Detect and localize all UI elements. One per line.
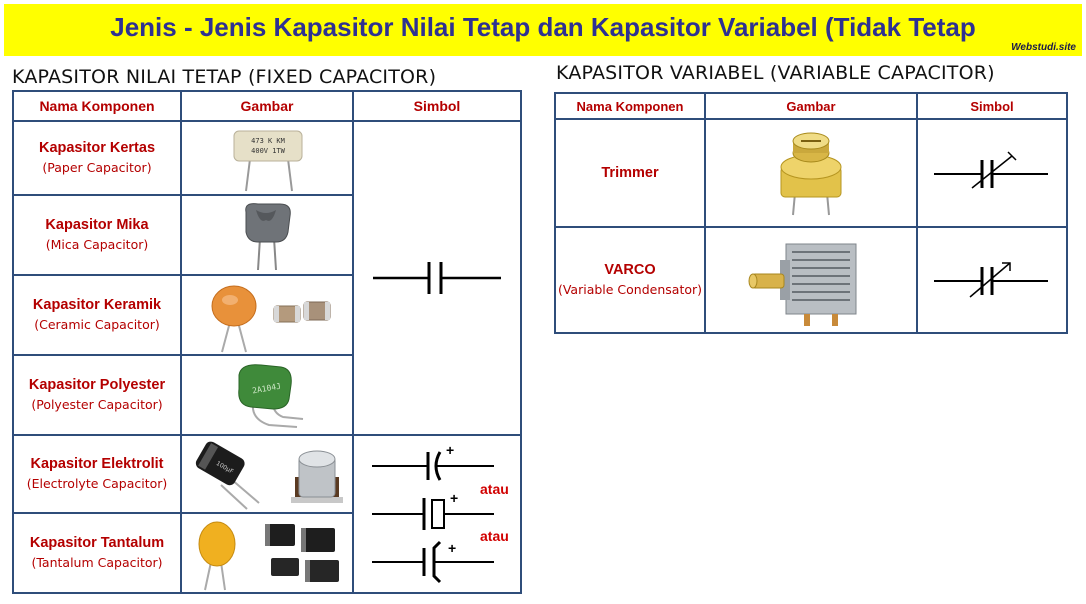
plus-sign-2: +: [450, 490, 459, 506]
variable-header-picture: Gambar: [704, 92, 918, 120]
row-subtitle: (Variable Condensator): [557, 282, 703, 297]
varco-capacitor-photo: [704, 226, 918, 334]
plus-sign-3: +: [448, 540, 457, 556]
row-name: Kapasitor Kertas: [38, 140, 156, 156]
electrolytic-capacitor-icon: [187, 437, 347, 511]
varco-symbol-icon: [930, 255, 1054, 305]
row-name: Kapasitor Polyester: [28, 377, 166, 393]
table-row-name-keramik: [12, 274, 182, 356]
polarized-capacitor-symbol-icon: [354, 436, 520, 592]
mica-capacitor-photo: [180, 194, 354, 276]
row-name: Kapasitor Elektrolit: [30, 456, 164, 472]
row-subtitle: (Tantalum Capacitor): [31, 555, 163, 570]
variable-capacitor-heading: KAPASITOR VARIABEL (VARIABLE CAPACITOR): [556, 62, 995, 84]
plus-sign-1: +: [446, 442, 455, 458]
fixed-header-symbol: Simbol: [352, 90, 522, 122]
title-banner: [4, 4, 1082, 56]
row-name: Kapasitor Tantalum: [29, 535, 165, 551]
row-subtitle: (Mica Capacitor): [45, 237, 149, 252]
row-name: Kapasitor Keramik: [32, 297, 162, 313]
trimmer-symbol: [916, 118, 1068, 228]
fixed-capacitor-symbol: [352, 120, 522, 436]
polarized-capacitor-symbols: [352, 434, 522, 594]
row-subtitle: (Electrolyte Capacitor): [26, 476, 168, 491]
tantalum-capacitor-photo: [180, 512, 354, 594]
table-row-name-trimmer: [554, 118, 706, 228]
table-row-name-polyester: [12, 354, 182, 436]
ceramic-capacitor-photo: [180, 274, 354, 356]
table-row-name-tantalum: [12, 512, 182, 594]
fixed-capacitor-heading: KAPASITOR NILAI TETAP (FIXED CAPACITOR): [12, 66, 437, 88]
svg-text:473 K KM: 473 K KM: [251, 137, 285, 145]
page-title: Jenis - Jenis Kapasitor Nilai Tetap dan Kapasitor Variabel (Tidak Tetap: [110, 12, 976, 42]
electrolytic-capacitor-photo: [180, 434, 354, 514]
row-subtitle: (Polyester Capacitor): [31, 397, 163, 412]
trimmer-symbol-icon: [930, 148, 1054, 198]
ceramic-capacitor-icon: [192, 276, 342, 354]
row-subtitle: (Ceramic Capacitor): [34, 317, 160, 332]
mica-capacitor-icon: [232, 198, 302, 272]
trimmer-capacitor-photo: [704, 118, 918, 228]
paper-capacitor-photo: [180, 120, 354, 196]
table-row-name-varco: [554, 226, 706, 334]
table-row-name-kertas: [12, 120, 182, 196]
varco-symbol: [916, 226, 1068, 334]
polyester-capacitor-icon: [217, 359, 317, 431]
trimmer-capacitor-icon: [751, 123, 871, 223]
table-row-name-mika: [12, 194, 182, 276]
polyester-capacitor-photo: [180, 354, 354, 436]
atau-label-1: atau: [480, 481, 509, 497]
atau-label-2: atau: [480, 528, 509, 544]
non-polar-capacitor-symbol-icon: [367, 258, 507, 298]
svg-text:100µF: 100µF: [214, 459, 235, 476]
variable-header-name: Nama Komponen: [554, 92, 706, 120]
table-row-name-elektrolit: [12, 434, 182, 514]
row-name: Trimmer: [601, 164, 659, 181]
site-watermark: Webstudi.site: [1011, 42, 1076, 53]
varco-capacitor-icon: [746, 230, 876, 330]
variable-header-symbol: Simbol: [916, 92, 1068, 120]
svg-text:400V 1TW: 400V 1TW: [251, 147, 285, 155]
row-subtitle: (Paper Capacitor): [42, 160, 152, 175]
paper-capacitor-icon: [222, 123, 312, 193]
fixed-header-picture: Gambar: [180, 90, 354, 122]
svg-text:2A104J: 2A104J: [251, 381, 282, 396]
fixed-header-name: Nama Komponen: [12, 90, 182, 122]
row-name: Kapasitor Mika: [45, 217, 149, 233]
tantalum-capacitor-icon: [185, 514, 349, 592]
row-name: VARCO: [604, 262, 656, 278]
